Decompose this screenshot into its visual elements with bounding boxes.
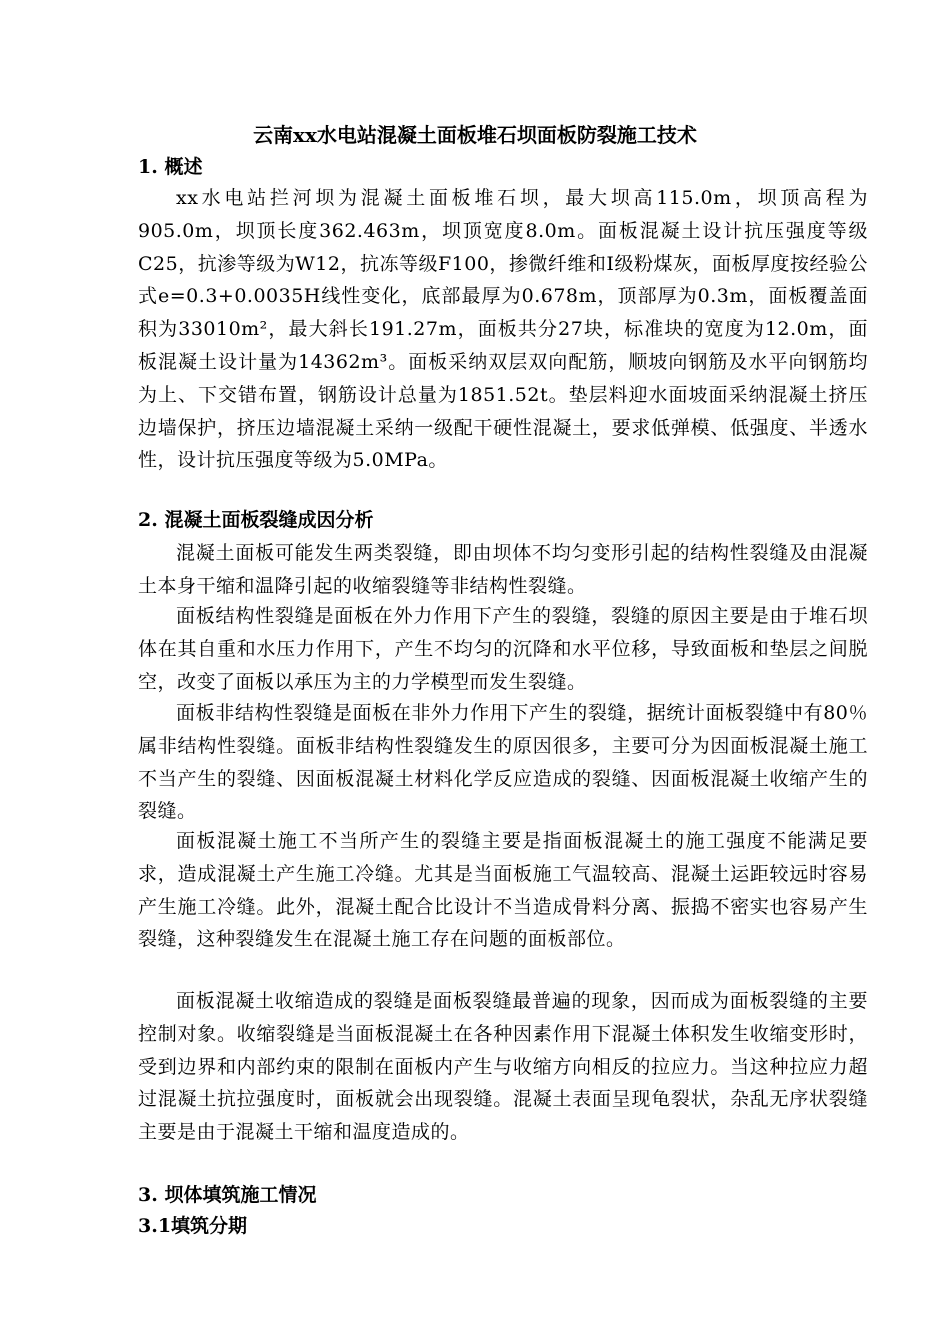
section-2-paragraph-3-text: 面板非结构性裂缝是面板在非外力作用下产生的裂缝，据统计面板裂缝中有80％属非结构性裂缝。面板非结构性裂缝发生的原因很多，主要可分为因面板混凝土施工不当产生的裂缝、因面板混凝土材料化学反应造成的裂缝、因面板混凝土收缩产生的裂缝。 [138,702,868,823]
section-2-heading: 2. 混凝土面板裂缝成因分析 [138,509,374,531]
section-3-heading: 3. 坝体填筑施工情况 [138,1184,317,1206]
section-2-paragraph-5-text: 面板混凝土收缩造成的裂缝是面板裂缝最普遍的现象，因而成为面板裂缝的主要控制对象。收缩裂缝是当面板混凝土在各种因素作用下混凝土体积发生收缩变形时，受到边界和内部约束的限制在面板内产生与收缩方向相反的拉应力。当这种拉应力超过混凝土抗拉强度时，面板就会出现裂缝。混凝土表面呈现龟裂状，杂乱无序状裂缝主要是由于混凝土干缩和温度造成的。 [138,990,868,1144]
section-1-heading: 1. 概述 [138,156,203,178]
document-title: 云南xx水电站混凝土面板堆石坝面板防裂施工技术 [253,123,697,147]
section-2-paragraph-3 [138,697,868,828]
section-2-paragraph-1-text: 混凝土面板可能发生两类裂缝，即由坝体不均匀变形引起的结构性裂缝及由混凝土本身干缩和温降引起的收缩裂缝等非结构性裂缝。 [138,542,868,597]
section-2-paragraph-2-text: 面板结构性裂缝是面板在外力作用下产生的裂缝，裂缝的原因主要是由于堆石坝体在其自重和水压力作用下，产生不均匀的沉降和水平位移，导致面板和垫层之间脱空，改变了面板以承压为主的力学模型而发生裂缝。 [138,605,868,693]
section-1-paragraph-1-text: xx水电站拦河坝为混凝土面板堆石坝，最大坝高115.0m，坝顶高程为905.0m，坝顶长度362.463m，坝顶宽度8.0m。面板混凝土设计抗压强度等级C25，抗渗等级为W12，抗冻等级F100，掺微纤维和Ⅰ级粉煤灰，面板厚度按经验公式e=0.3+0.0035H线性变化，底部最厚为0.678m，顶部厚为0.3m，面板覆盖面积为33010m²，最大斜长191.27m，面板共分27块，标准块的宽度为12.0m，面板混凝土设计量为14362m³。面板采纳双层双向配筋，顺坡向钢筋及水平向钢筋均为上、下交错布置，钢筋设计总量为1851.52t。垫层料迎水面坡面采纳混凝土挤压边墙保护，挤压边墙混凝土采纳一级配干硬性混凝土，要求低弹模、低强度、半透水性，设计抗压强度等级为5.0MPa。 [138,187,868,472]
section-2-paragraph-1 [138,537,868,603]
section-2-paragraph-2 [138,600,868,698]
section-2-paragraph-5 [138,985,868,1149]
section-2-paragraph-4 [138,825,868,956]
section-2-paragraph-4-text: 面板混凝土施工不当所产生的裂缝主要是指面板混凝土的施工强度不能满足要求，造成混凝土产生施工冷缝。尤其是当面板施工气温较高、混凝土运距较远时容易产生施工冷缝。此外，混凝土配合比设计不当造成骨料分离、振捣不密实也容易产生裂缝，这种裂缝发生在混凝土施工存在问题的面板部位。 [138,830,868,951]
section-3-1-heading: 3.1填筑分期 [138,1215,248,1237]
section-1-paragraph-1 [138,182,868,477]
